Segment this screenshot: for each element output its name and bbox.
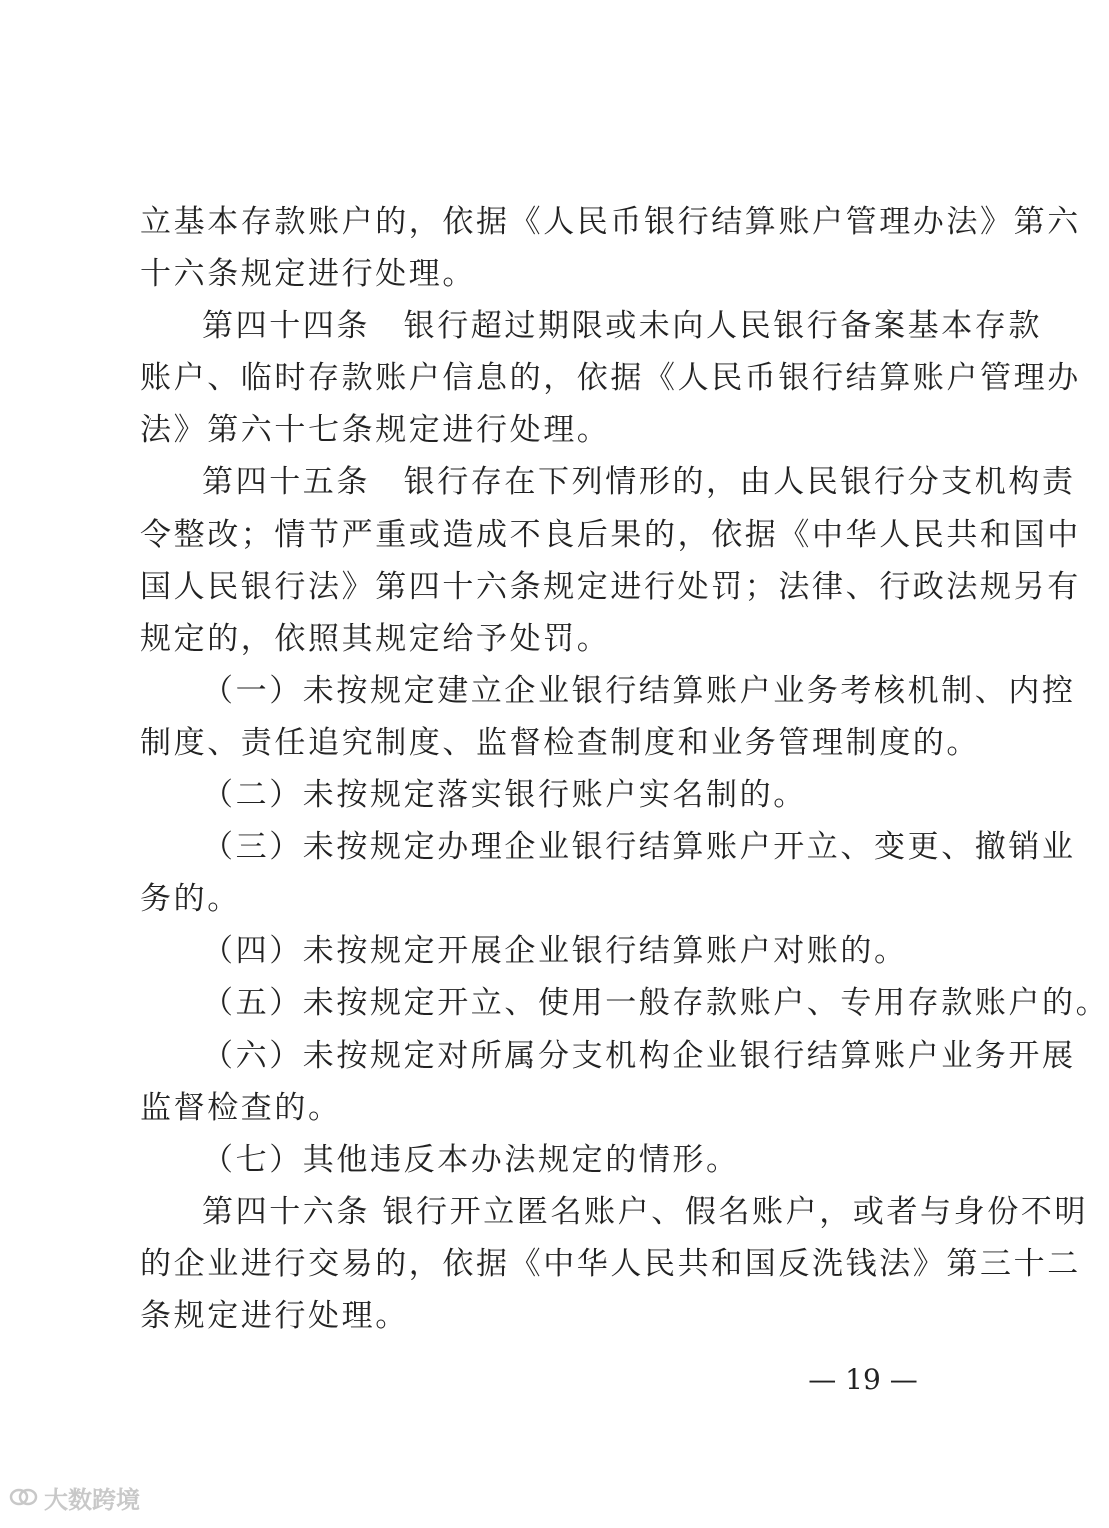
article-46-heading-line: 第四十六条 银行开立匿名账户、假名账户，或者与身份不明 — [202, 1193, 1089, 1230]
text-line: 监督检查的。 — [140, 1089, 342, 1126]
watermark — [8, 1480, 140, 1514]
text-line: 制度、责任追究制度、监督检查制度和业务管理制度的。 — [140, 724, 980, 761]
text-line: 条规定进行处理。 — [140, 1297, 409, 1334]
text-line: 令整改；情节严重或造成不良后果的，依据《中华人民共和国中 — [140, 516, 1081, 553]
article-45-heading-line: 第四十五条 银行存在下列情形的，由人民银行分支机构责 — [202, 464, 1076, 501]
document-body — [140, 196, 1109, 1342]
article-44-heading-line: 第四十四条 银行超过期限或未向人民银行备案基本存款 — [202, 308, 1042, 345]
brand-logo-icon — [8, 1485, 38, 1509]
text-line: 立基本存款账户的，依据《人民币银行结算账户管理办法》第六 — [140, 204, 1081, 240]
list-item-3: （三）未按规定办理企业银行结算账户开立、变更、撤销业 — [202, 829, 1076, 866]
watermark-text: 大数跨境 — [44, 1485, 140, 1514]
text-line: 规定的，依照其规定给予处罚。 — [140, 620, 611, 657]
page-number: — 19 — — [808, 1363, 918, 1396]
list-item-7: （七）其他违反本办法规定的情形。 — [202, 1141, 740, 1178]
text-line: 法》第六十七条规定进行处理。 — [140, 412, 611, 449]
list-item-1: （一）未按规定建立企业银行结算账户业务考核机制、内控 — [202, 672, 1076, 709]
list-item-4: （四）未按规定开展企业银行结算账户对账的。 — [202, 933, 908, 970]
text-line: 十六条规定进行处理。 — [140, 256, 476, 293]
text-line: 务的。 — [140, 881, 241, 918]
list-item-5: （五）未按规定开立、使用一般存款账户、专用存款账户的。 — [202, 985, 1109, 1022]
list-item-6: （六）未按规定对所属分支机构企业银行结算账户业务开展 — [202, 1037, 1076, 1074]
text-line: 账户、临时存款账户信息的，依据《人民币银行结算账户管理办 — [140, 360, 1081, 397]
list-item-2: （二）未按规定落实银行账户实名制的。 — [202, 777, 807, 814]
text-line: 的企业进行交易的，依据《中华人民共和国反洗钱法》第三十二 — [140, 1245, 1081, 1282]
text-line: 国人民银行法》第四十六条规定进行处罚；法律、行政法规另有 — [140, 568, 1081, 605]
